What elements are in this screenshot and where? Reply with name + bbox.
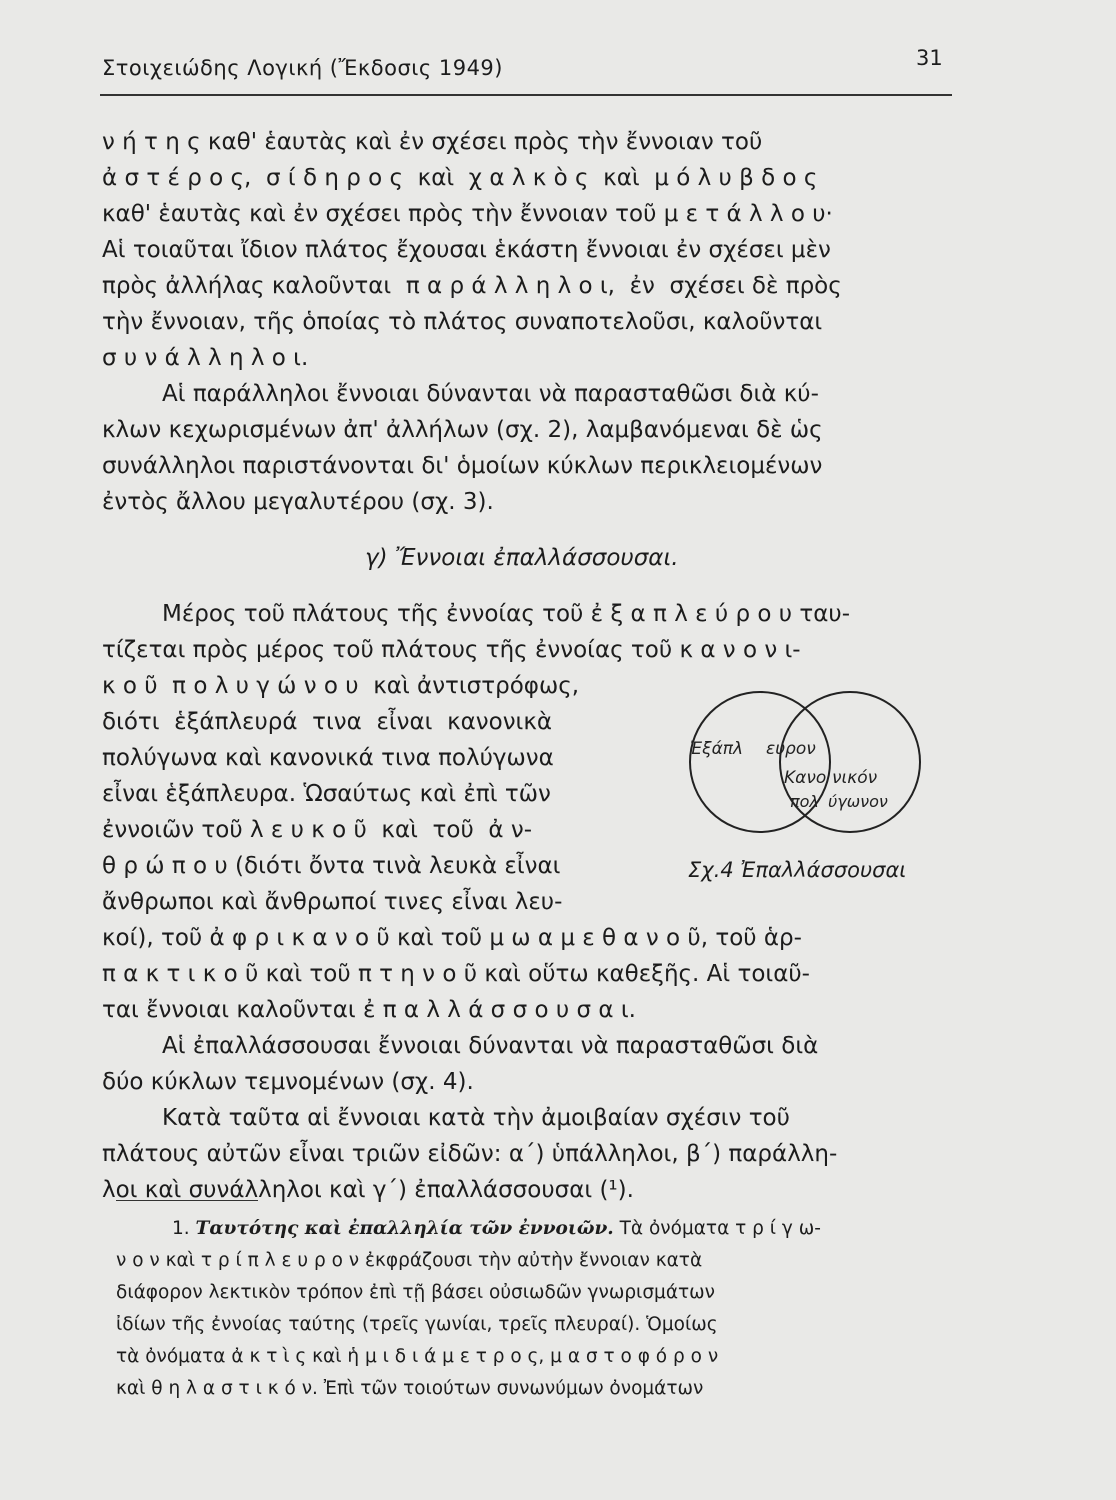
text-line: λοι καὶ συνάλληλοι καὶ γ΄) ἐπαλλάσσουσαι (¹). — [102, 1177, 634, 1203]
venn-diagram-figure — [682, 680, 932, 850]
text-line: σ υ ν ά λ λ η λ ο ι. — [102, 345, 309, 371]
text-line: καθ' ἑαυτὰς καὶ ἐν σχέσει πρὸς τὴν ἔννοιαν τοῦ μ ε τ ά λ λ ο υ· — [102, 201, 833, 227]
text-line: κλων κεχωρισμένων ἀπ' ἀλλήλων (σχ. 2), λαμβανόμεναι δὲ ὡς — [102, 417, 823, 443]
text-line: θ ρ ώ π ο υ (διότι ὄντα τινὰ λευκὰ εἶναι — [102, 853, 561, 879]
right-circle-label-1: Κανο — [784, 768, 827, 788]
text-line: Κατὰ ταῦτα αἱ ἔννοιαι κατὰ τὴν ἀμοιβαίαν σχέσιν τοῦ — [162, 1105, 790, 1131]
text-line: Αἱ ἐπαλλάσσουσαι ἔννοιαι δύνανται νὰ παρασταθῶσι διὰ — [162, 1033, 819, 1059]
text-line: ἀ σ τ έ ρ ο ς, σ ί δ η ρ ο ς καὶ χ α λ κ ὸ ς καὶ μ ό λ υ β δ ο ς — [102, 165, 818, 191]
right-circle-label-3: πολ — [790, 792, 819, 811]
text-line: ἐννοιῶν τοῦ λ ε υ κ ο ῦ καὶ τοῦ ἀ ν- — [102, 817, 532, 843]
text-line: διότι ἑξάπλευρά τινα εἶναι κανονικὰ — [102, 709, 553, 735]
text-line: δύο κύκλων τεμνομένων (σχ. 4). — [102, 1069, 474, 1095]
text-line: π α κ τ ι κ ο ῦ καὶ τοῦ π τ η ν ο ῦ καὶ οὕτω καθεξῆς. Αἱ τοιαῦ- — [102, 961, 810, 987]
text-line: Αἱ τοιαῦται ἴδιον πλάτος ἔχουσαι ἑκάστη ἔννοιαι ἐν σχέσει μὲν — [102, 237, 831, 263]
right-circle-label-2: νικόν — [832, 768, 878, 788]
right-circle — [780, 692, 920, 832]
text-line: Αἱ παράλληλοι ἔννοιαι δύνανται νὰ παρασταθῶσι διὰ κύ- — [162, 381, 819, 407]
text-line: κ ο ῦ π ο λ υ γ ώ ν ο υ καὶ ἀντιστρόφως, — [102, 673, 580, 699]
left-circle — [690, 692, 830, 832]
footnote-line: ν ο ν καὶ τ ρ ί π λ ε υ ρ ο ν ἐκφράζουσι τὴν αὐτὴν ἔννοιαν κατὰ — [116, 1250, 703, 1271]
footnote-line: διάφορον λεκτικὸν τρόπον ἐπὶ τῇ βάσει οὐσιωδῶν γνωρισμάτων — [116, 1282, 715, 1303]
figure-caption: Σχ.4 Ἐπαλλάσσουσαι — [688, 858, 907, 882]
footnote-line: ἰδίων τῆς ἐννοίας ταύτης (τρεῖς γωνίαι, τρεῖς πλευραί). Ὁμοίως — [116, 1314, 718, 1335]
text-line: πολύγωνα καὶ κανονικά τινα πολύγωνα — [102, 745, 554, 771]
footnote-line: τὰ ὀνόματα ἀ κ τ ὶ ς καὶ ἡ μ ι δ ι ά μ ε τ ρ ο ς, μ α σ τ ο φ ό ρ ο ν — [116, 1346, 719, 1367]
section-heading: γ) Ἔννοιαι ἐπαλλάσσουσαι. — [365, 545, 679, 571]
text-line: κοί), τοῦ ἀ φ ρ ι κ α ν ο ῦ καὶ τοῦ μ ω α μ ε θ α ν ο ῦ, τοῦ ἁρ- — [102, 925, 802, 951]
left-circle-label-1: Ἑξάπλ — [690, 739, 744, 759]
text-line: ν ή τ η ς καθ' ἑαυτὰς καὶ ἐν σχέσει πρὸς τὴν ἔννοιαν τοῦ — [102, 129, 763, 155]
footnote-rule — [116, 1200, 258, 1201]
footnote-line: καὶ θ η λ α σ τ ι κ ό ν. Ἐπὶ τῶν τοιούτων συνωνύμων ὀνομάτων — [116, 1378, 704, 1399]
header-rule — [100, 94, 952, 96]
text-line: ἐντὸς ἄλλου μεγαλυτέρου (σχ. 3). — [102, 489, 494, 515]
text-line: πλάτους αὐτῶν εἶναι τριῶν εἰδῶν: α΄) ὑπάλληλοι, β΄) παράλλη- — [102, 1141, 838, 1167]
footnote-heading: Ταυτότης καὶ ἐπαλληλία τῶν ἐννοιῶν. — [195, 1218, 614, 1239]
text-line: πρὸς ἀλλήλας καλοῦνται π α ρ ά λ λ η λ ο ι, ἐν σχέσει δὲ πρὸς — [102, 273, 842, 299]
right-circle-label-4: ύγωνον — [828, 792, 888, 811]
page-number: 31 — [916, 46, 943, 70]
left-circle-label-2: ευρον — [766, 739, 816, 759]
text-line: Μέρος τοῦ πλάτους τῆς ἐννοίας τοῦ ἐ ξ α π λ ε ύ ρ ο υ ταυ- — [162, 601, 851, 627]
text-line: τίζεται πρὸς μέρος τοῦ πλάτους τῆς ἐννοίας τοῦ κ α ν ο ν ι- — [102, 637, 801, 663]
text-line: εἶναι ἑξάπλευρα. Ὡσαύτως καὶ ἐπὶ τῶν — [102, 781, 551, 807]
text-line: ται ἔννοιαι καλοῦνται ἐ π α λ λ ά σ σ ο υ σ α ι. — [102, 997, 636, 1023]
text-line: ἄνθρωποι καὶ ἄνθρωποί τινες εἶναι λευ- — [102, 889, 563, 915]
running-header: Στοιχειώδης Λογική (Ἔκδοσις 1949) — [102, 56, 503, 80]
text-line: συνάλληλοι παριστάνονται δι' ὁμοίων κύκλων περικλειομένων — [102, 453, 823, 479]
footnote-line: 1. Ταυτότης καὶ ἐπαλληλία τῶν ἐννοιῶν. Τὰ ὀνόματα τ ρ ί γ ω- — [172, 1218, 821, 1239]
text-line: τὴν ἔννοιαν, τῆς ὁποίας τὸ πλάτος συναποτελοῦσι, καλοῦνται — [102, 309, 823, 335]
